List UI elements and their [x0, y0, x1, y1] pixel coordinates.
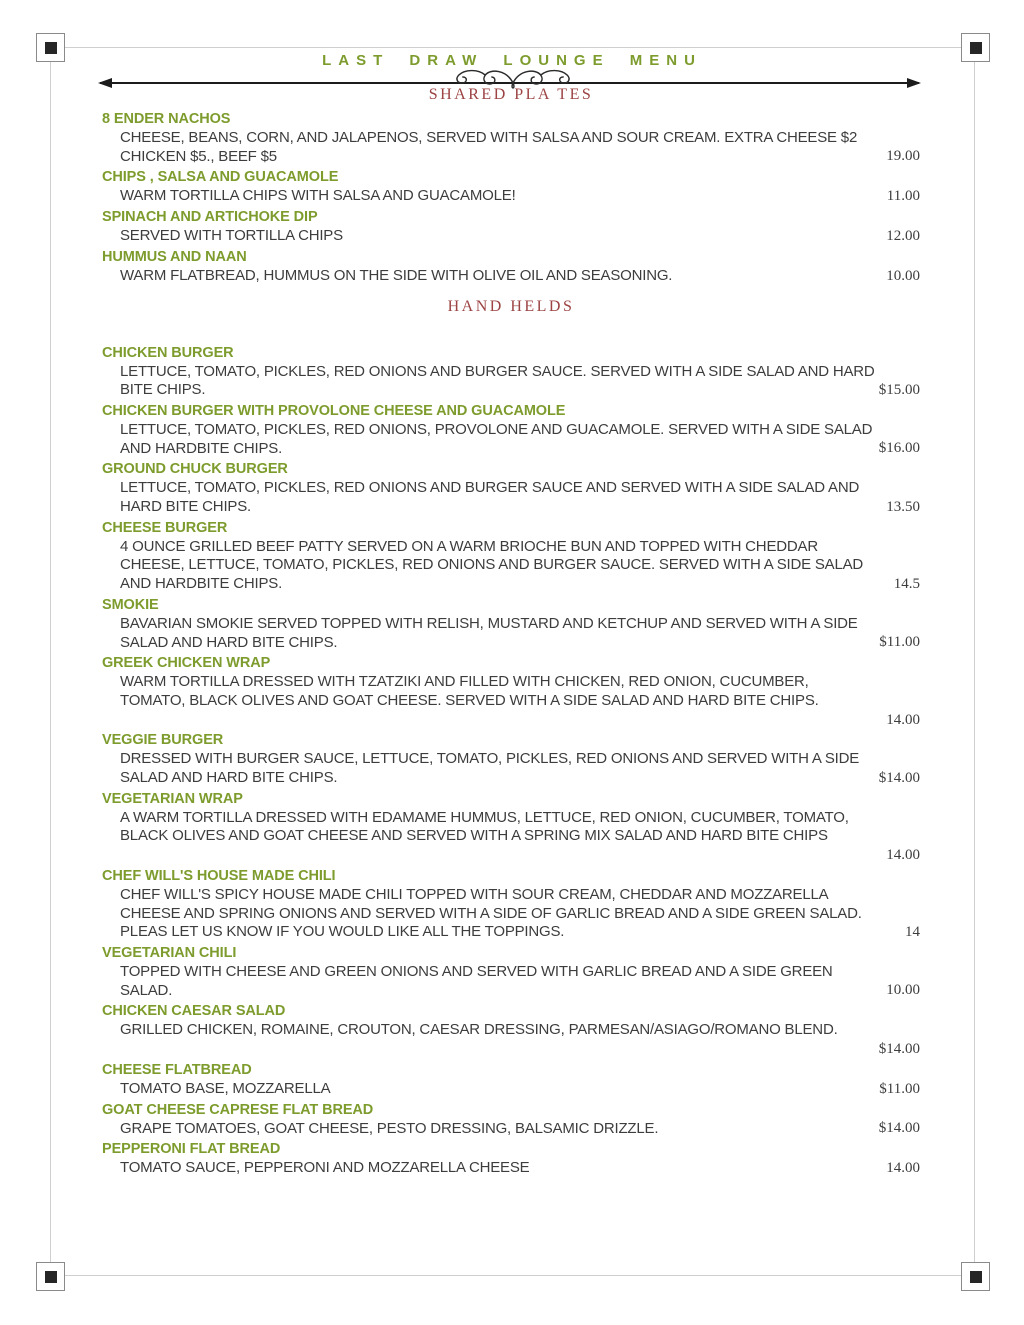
- item-name: SMOKIE: [102, 596, 159, 613]
- item-description: [120, 129, 920, 166]
- item-desc-line: SALAD AND HARD BITE CHIPS.: [120, 769, 338, 787]
- item-description: [120, 750, 920, 787]
- item-description: [120, 227, 920, 246]
- item-name: CHEESE FLATBREAD: [102, 1061, 252, 1078]
- item-desc-line: WARM FLATBREAD, HUMMUS ON THE SIDE WITH OLIVE OIL AND SEASONING.: [120, 266, 673, 284]
- menu-sections: [102, 86, 920, 1180]
- corner-handle-icon: [961, 1262, 990, 1291]
- item-desc-line: WARM TORTILLA DRESSED WITH TZATZIKI AND FILLED WITH CHICKEN, RED ONION, CUCUMBER,: [120, 673, 809, 691]
- item-name: VEGETARIAN WRAP: [102, 790, 243, 807]
- menu-item: [102, 1140, 920, 1178]
- item-price: 10.00: [886, 982, 920, 999]
- item-desc-line: BITE CHIPS.: [120, 381, 206, 399]
- item-desc-line: 4 OUNCE GRILLED BEEF PATTY SERVED ON A WARM BRIOCHE BUN AND TOPPED WITH CHEDDAR: [120, 537, 818, 555]
- item-description: [120, 479, 920, 516]
- item-desc-line: CHEESE, BEANS, CORN, AND JALAPENOS, SERVED WITH SALSA AND SOUR CREAM. EXTRA CHEESE $2: [120, 129, 858, 146]
- section-heading: HAND HELDS: [447, 297, 575, 315]
- item-name: CHICKEN BURGER WITH PROVOLONE CHEESE AND GUACAMOLE: [102, 402, 566, 419]
- menu-item: [102, 248, 920, 286]
- item-description: [120, 267, 920, 286]
- item-desc-line: SALAD AND HARD BITE CHIPS.: [120, 633, 338, 651]
- item-desc-line: BAVARIAN SMOKIE SERVED TOPPED WITH RELISH, MUSTARD AND KETCHUP AND SERVED WITH A SIDE: [120, 614, 858, 632]
- item-name: CHICKEN CAESAR SALAD: [102, 1003, 286, 1020]
- item-price: 14.00: [886, 711, 920, 728]
- corner-handle-dot: [45, 42, 57, 54]
- item-desc-line: SERVED WITH TORTILLA CHIPS: [120, 227, 343, 245]
- item-name: 8 ENDER NACHOS: [102, 111, 231, 127]
- item-price: $14.00: [878, 1041, 920, 1058]
- item-price: 14.00: [886, 1159, 920, 1176]
- item-desc-line: CHEESE AND SPRING ONIONS AND SERVED WITH A SIDE OF GARLIC BREAD AND A SIDE GREEN SALAD.: [120, 904, 862, 922]
- corner-handle-dot: [970, 1271, 982, 1283]
- item-desc-line: DRESSED WITH BURGER SAUCE, LETTUCE, TOMATO, PICKLES, RED ONIONS AND SERVED WITH A SIDE: [120, 750, 860, 768]
- item-price: $11.00: [879, 634, 920, 651]
- item-description: [120, 886, 920, 942]
- item-desc-line: WARM TORTILLA CHIPS WITH SALSA AND GUACAMOLE!: [120, 187, 516, 205]
- menu-item: [102, 519, 920, 594]
- menu-item: [102, 944, 920, 1000]
- item-price: 13.50: [886, 498, 920, 515]
- item-desc-line: GRILLED CHICKEN, ROMAINE, CROUTON, CAESAR DRESSING, PARMESAN/ASIAGO/ROMANO BLEND.: [120, 1021, 838, 1039]
- menu-item: [102, 1061, 920, 1099]
- menu-item: [102, 168, 920, 206]
- item-description: [120, 809, 920, 865]
- item-price: 14: [905, 923, 920, 940]
- item-desc-line: SALAD.: [120, 981, 173, 999]
- menu-item: [102, 654, 920, 729]
- item-name: CHIPS , SALSA AND GUACAMOLE: [102, 169, 339, 186]
- item-name: VEGETARIAN CHILI: [102, 944, 237, 961]
- item-description: [120, 615, 920, 652]
- item-desc-line: AND HARDBITE CHIPS.: [120, 439, 283, 457]
- item-desc-line: BLACK OLIVES AND GOAT CHEESE AND SERVED WITH A SPRING MIX SALAD AND HARD BITE CHIPS: [120, 827, 828, 845]
- item-name: HUMMUS AND NAAN: [102, 248, 247, 265]
- item-price: $15.00: [878, 381, 920, 398]
- item-price: 14.5: [893, 575, 920, 592]
- item-desc-line: CHEESE, LETTUCE, TOMATO, PICKLES, RED ONIONS AND BURGER SAUCE. SERVED WITH A SIDE SALAD: [120, 556, 864, 574]
- menu-item: [102, 344, 920, 400]
- item-desc-line: HARD BITE CHIPS.: [120, 498, 251, 516]
- item-price: $16.00: [878, 440, 920, 457]
- item-description: [120, 673, 920, 729]
- item-name: CHICKEN BURGER: [102, 344, 234, 361]
- menu-item: [102, 867, 920, 942]
- item-description: [120, 421, 920, 458]
- item-price: 10.00: [886, 267, 920, 284]
- menu-item: [102, 1101, 920, 1139]
- item-name: CHEESE BURGER: [102, 519, 228, 536]
- menu-item: [102, 790, 920, 865]
- corner-handle-dot: [970, 42, 982, 54]
- item-desc-line: TOMATO BASE, MOZZARELLA: [120, 1079, 331, 1097]
- item-desc-line: TOPPED WITH CHEESE AND GREEN ONIONS AND SERVED WITH GARLIC BREAD AND A SIDE GREEN: [120, 962, 833, 980]
- menu-section: [102, 86, 920, 286]
- item-desc-line: GRAPE TOMATOES, GOAT CHEESE, PESTO DRESSING, BALSAMIC DRIZZLE.: [120, 1119, 659, 1137]
- item-desc-line: LETTUCE, TOMATO, PICKLES, RED ONIONS AND BURGER SAUCE. SERVED WITH A SIDE SALAD AND HARD: [120, 362, 875, 380]
- menu-item: [102, 731, 920, 787]
- corner-handle-dot: [45, 1271, 57, 1283]
- item-description: [120, 1120, 920, 1139]
- item-desc-line: CHICKEN $5., BEEF $5: [120, 147, 277, 165]
- item-price: $11.00: [879, 1080, 920, 1097]
- menu-item: [102, 1002, 920, 1058]
- item-name: GOAT CHEESE CAPRESE FLAT BREAD: [102, 1101, 374, 1118]
- item-name: PEPPERONI FLAT BREAD: [102, 1141, 281, 1158]
- item-desc-line: A WARM TORTILLA DRESSED WITH EDAMAME HUMMUS, LETTUCE, RED ONION, CUCUMBER, TOMATO,: [120, 808, 849, 826]
- item-desc-line: TOMATO, BLACK OLIVES AND GOAT CHEESE. SERVED WITH A SIDE SALAD AND HARD BITE CHIPS.: [120, 691, 819, 709]
- item-description: [120, 1021, 920, 1058]
- item-name: CHEF WILL'S HOUSE MADE CHILI: [102, 867, 336, 884]
- item-desc-line: TOMATO SAUCE, PEPPERONI AND MOZZARELLA CHEESE: [120, 1159, 530, 1177]
- item-price: 12.00: [886, 227, 920, 244]
- item-price: 11.00: [886, 188, 920, 205]
- menu-item: [102, 596, 920, 652]
- section-items: [102, 344, 920, 1178]
- item-description: [120, 963, 920, 1000]
- item-description: [120, 187, 920, 206]
- corner-handle-icon: [36, 33, 65, 62]
- item-name: VEGGIE BURGER: [102, 732, 224, 749]
- page-title: LAST DRAW LOUNGE MENU: [322, 52, 702, 69]
- item-desc-line: CHEF WILL'S SPICY HOUSE MADE CHILI TOPPED WITH SOUR CREAM, CHEDDAR AND MOZZARELLA: [120, 885, 829, 903]
- menu-item: [102, 208, 920, 246]
- item-description: [120, 1159, 920, 1178]
- menu-item: [102, 460, 920, 516]
- item-name: SPINACH AND ARTICHOKE DIP: [102, 209, 318, 226]
- item-name: GROUND CHUCK BURGER: [102, 461, 288, 478]
- item-desc-line: PLEAS LET US KNOW IF YOU WOULD LIKE ALL THE TOPPINGS.: [120, 923, 565, 941]
- section-items: [102, 110, 920, 286]
- menu-item: [102, 402, 920, 458]
- corner-handle-icon: [36, 1262, 65, 1291]
- item-price: $14.00: [878, 1120, 920, 1137]
- item-desc-line: LETTUCE, TOMATO, PICKLES, RED ONIONS AND BURGER SAUCE AND SERVED WITH A SIDE SALAD AND: [120, 479, 860, 497]
- item-description: [120, 1080, 920, 1099]
- item-name: GREEK CHICKEN WRAP: [102, 655, 271, 672]
- item-desc-line: LETTUCE, TOMATO, PICKLES, RED ONIONS, PROVOLONE AND GUACAMOLE. SERVED WITH A SIDE SALAD: [120, 420, 873, 438]
- item-description: [120, 363, 920, 400]
- item-price: 14.00: [886, 847, 920, 864]
- menu-section: [102, 298, 920, 1178]
- item-price: $14.00: [878, 769, 920, 786]
- corner-handle-icon: [961, 33, 990, 62]
- item-desc-line: AND HARDBITE CHIPS.: [120, 575, 283, 593]
- item-price: 19.00: [886, 148, 920, 165]
- menu-item: [102, 110, 920, 166]
- item-description: [120, 538, 920, 594]
- section-heading: SHARED PLA TES: [428, 86, 594, 103]
